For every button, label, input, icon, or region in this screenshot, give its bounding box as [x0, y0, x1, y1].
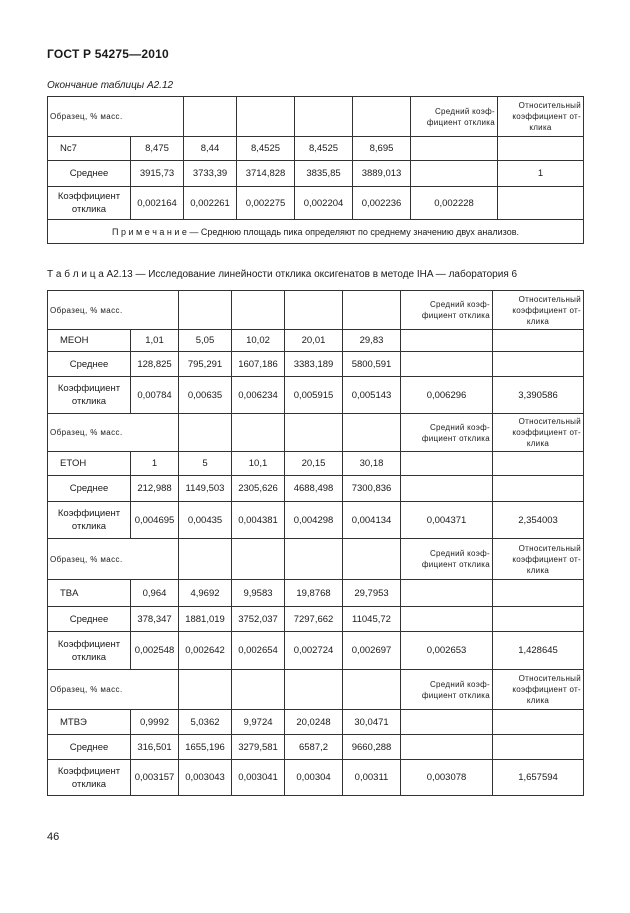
table-row: Среднее 316,501 1655,196 3279,581 6587,2 9660,288 [48, 735, 584, 760]
table-row: ETOH 1 5 10,1 20,15 30,18 [48, 452, 584, 476]
table-header-row [48, 291, 584, 330]
rel-coef-header: Относительный коэффициент от- клика [493, 414, 584, 452]
table-row: Среднее 3915,73 3733,39 3714,828 3835,85 3889,013 1 [48, 161, 584, 187]
table-row: Коэффициент отклика 0,00784 0,00635 0,006234 0,005915 0,005143 0,006296 3,390586 [48, 377, 584, 414]
table-note: П р и м е ч а н и е — Среднюю площадь пика определяют по среднему значению двух анализов. [48, 220, 584, 244]
table-row: Коэффициент отклика 0,002548 0,002642 0,002654 0,002724 0,002697 0,002653 1,428645 [48, 632, 584, 670]
table-note-row [48, 220, 584, 244]
rel-coef-header: Относительный коэффициент от- клика [498, 97, 584, 137]
table-row: MEOH 1,01 5,05 10,02 20,01 29,83 [48, 330, 584, 352]
table-row: Nc7 8,475 8,44 8,4525 8,4525 8,695 [48, 137, 584, 161]
avg-coef-header: Средний коэф- фициент отклика [401, 291, 493, 330]
table-a2-12 [47, 96, 584, 244]
sample-header: Образец, % масс. [48, 291, 131, 330]
rel-coef-header: Относительный коэффициент от- клика [493, 291, 584, 330]
document-header: ГОСТ Р 54275—2010 [47, 47, 169, 61]
table-row: TBA 0,964 4,9692 9,9583 19,8768 29,7953 [48, 580, 584, 607]
rel-coef-header: Относительный коэффициент от- клика [493, 670, 584, 710]
table1-caption: Окончание таблицы А2.12 [47, 80, 174, 91]
sample-header: Образец, % масс. [48, 97, 131, 137]
sample-header: Образец, % масс. [48, 539, 131, 580]
table-row: Среднее 212,988 1149,503 2305,626 4688,498 7300,836 [48, 476, 584, 502]
table2-caption: Т а б л и ц а А2.13 — Исследование линейности отклика оксигенатов в методе IHA — лаборатория 6 [47, 269, 518, 280]
sample-header: Образец, % масс. [48, 670, 131, 710]
table-header-row [48, 414, 584, 452]
table-row: МТВЭ 0,9992 5,0362 9,9724 20,0248 30,0471 [48, 710, 584, 735]
table-header-row [48, 670, 584, 710]
avg-coef-header: Средний коэф- фициент отклика [401, 414, 493, 452]
page-number: 46 [47, 831, 60, 843]
table2-body [48, 291, 584, 796]
avg-coef-header: Средний коэф- фициент отклика [401, 539, 493, 580]
avg-coef-header: Средний коэф- фициент отклика [401, 670, 493, 710]
rel-coef-header: Относительный коэффициент от- клика [493, 539, 584, 580]
table-header-row [48, 97, 584, 137]
table-row: Коэффициент отклика 0,004695 0,00435 0,004381 0,004298 0,004134 0,004371 2,354003 [48, 502, 584, 539]
sample-header: Образец, % масс. [48, 414, 131, 452]
table-header-row [48, 539, 584, 580]
table-row: Среднее 378,347 1881,019 3752,037 7297,662 11045,72 [48, 607, 584, 632]
table-row: Коэффициент отклика 0,003157 0,003043 0,003041 0,00304 0,00311 0,003078 1,657594 [48, 760, 584, 796]
table-row: Коэффициент отклика 0,002164 0,002261 0,002275 0,002204 0,002236 0,002228 [48, 187, 584, 220]
table-row: Среднее 128,825 795,291 1607,186 3383,189 5800,591 [48, 352, 584, 377]
table-a2-13 [47, 290, 584, 796]
avg-coef-header: Средний коэф- фициент отклика [411, 97, 498, 137]
